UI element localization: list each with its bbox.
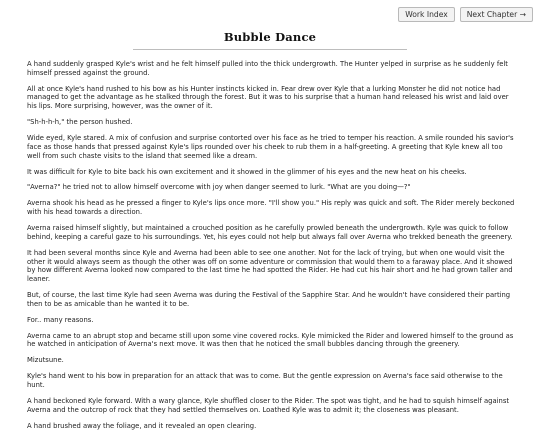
chapter-title: Bubble Dance — [223, 30, 317, 44]
story-paragraph: Mizutsune. — [27, 356, 64, 365]
story-paragraph: Averna raised himself slightly, but maintained a crouched position as he carefully prowled beneath the undergrowth. Kyle was quick to follow behind, keeping a careful gaze to his surroundings. Yet, his eyes could not help but always fall over Averna who trekked beneath the greenery. — [27, 224, 513, 241]
story-paragraph: All at once Kyle's hand rushed to his bow as his Hunter instincts kicked in. Fear drew over Kyle that a lurking Monster he did not notice had managed to get the advantage as he stalked through the forest. But it was to his surprise that a human hand released his wrist and laid over his lips. More surprising, however, was the owner of it. — [27, 84, 509, 111]
story-paragraph: Kyle's hand went to his bow in preparation for an attack that was to come. But the gentle expression on Averna's face said otherwise to the hunt. — [27, 372, 503, 389]
story-paragraph: A hand beckoned Kyle forward. With a wary glance, Kyle shuffled closer to the Rider. The spot was tight, and he had to squish himself against Averna and the outcrop of rock that they had settled themselves on. Loathed Kyle was to admit it; the closeness was pleasant. — [27, 396, 510, 414]
title-divider — [133, 49, 407, 50]
story-text — [27, 60, 515, 438]
next-chapter-button[interactable]: Next Chapter → — [460, 7, 533, 22]
story-paragraph: For.. many reasons. — [27, 315, 94, 324]
story-paragraph: Averna came to an abrupt stop and became still upon some vine covered rocks. Kyle mimicked the Rider and lowered himself to the ground as he watched in anticipation of Averna's next move. It was then that he noticed the small bubbles dancing through the greenery. — [27, 331, 514, 349]
story-paragraph: Wide eyed, Kyle stared. A mix of confusion and surprise contorted over his face as he tried to temper his reaction. A smile rounded his savior's face as those hands that pressed against Kyle's lips rounded over his cheek to rub them in a half-greeting. A greeting that Kyle knew all too well from such chaste visits to the island that seemed like a dream. — [27, 134, 514, 160]
story-paragraph: It was difficult for Kyle to bite back his own excitement and it showed in the glimmer of his eyes and the new heat on his cheeks. — [27, 167, 467, 176]
chapter-navigation — [398, 7, 533, 22]
work-index-button[interactable]: Work Index — [398, 7, 455, 22]
story-paragraph: Averna shook his head as he pressed a finger to Kyle's lips once more. "I'll show you." His reply was quick and soft. The Rider merely beckoned with his head towards a direction. — [27, 199, 515, 217]
story-paragraph: It had been several months since Kyle and Averna had been able to see one another. Not for the lack of trying, but when one would visit the other it would always seem as though the other was off on some adventure or commission that would them to a faraway place. And it showed by how different Averna looked now compared to the last time he had spotted the Rider. He had cut his hair short and he had grown taller and leaner. — [27, 248, 513, 283]
story-paragraph: "Averna?" he tried not to allow himself overcome with joy when danger seemed to lurk. "What are you doing—?" — [27, 183, 411, 192]
story-paragraph: A hand suddenly grasped Kyle's wrist and he felt himself pulled into the thick undergrowth. The Hunter yelped in surprise as he suddenly felt himself pressed against the ground. — [27, 60, 508, 77]
story-paragraph: "Sh-h-h-h," the person hushed. — [27, 118, 133, 127]
story-paragraph: But, of course, the last time Kyle had seen Averna was during the Festival of the Sapphire Star. And he wouldn't have considered their parting then to be as amicable than he wanted it to be. — [27, 290, 511, 308]
story-paragraph: A hand brushed away the foliage, and it revealed an open clearing. — [27, 421, 257, 430]
